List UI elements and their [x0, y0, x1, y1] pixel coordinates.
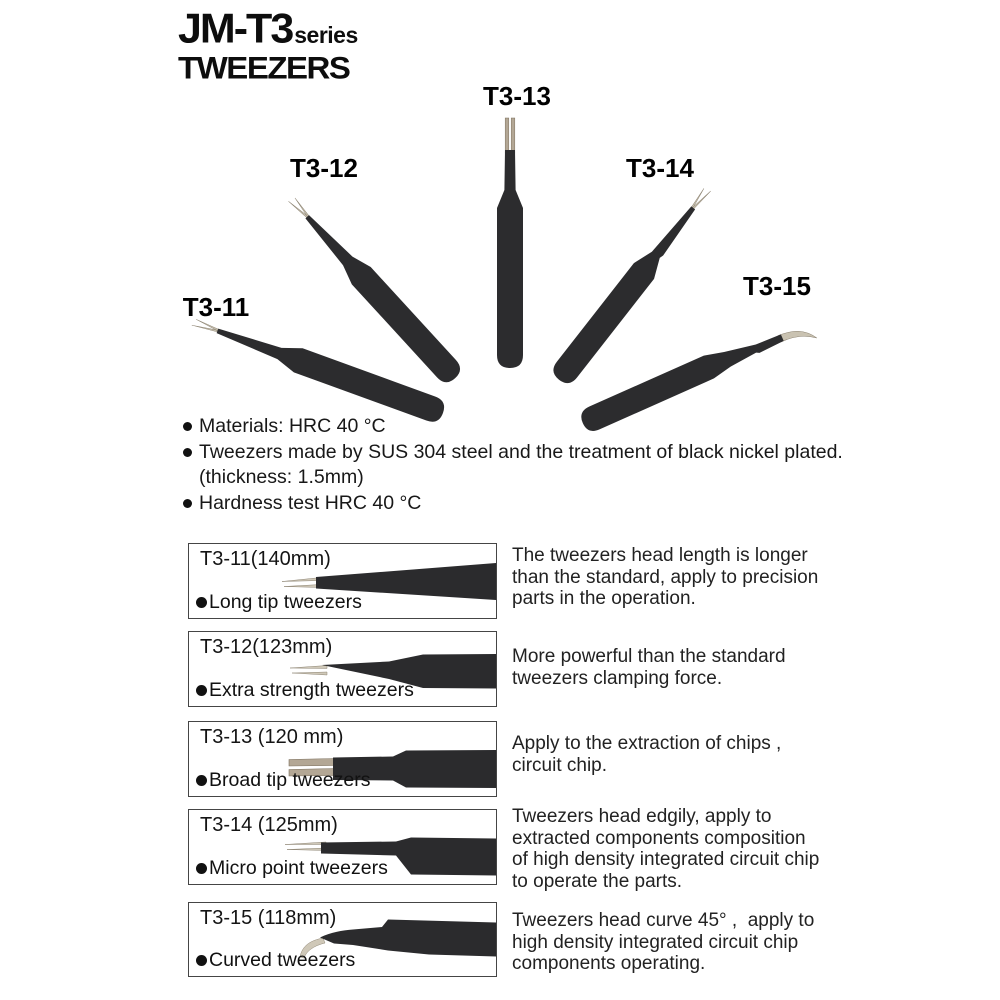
feature-line [196, 949, 355, 972]
materials-text: Hardness test HRC 40 °C [199, 491, 422, 514]
bullet-icon [183, 422, 192, 431]
spec-box-t3-15 [188, 902, 497, 977]
fan-label-t3-12: T3-12 [290, 153, 358, 183]
description-t3-15 [512, 910, 892, 975]
bullet-icon [183, 499, 192, 508]
bullet-icon [196, 863, 207, 874]
description-line: Apply to the extraction of chips , [512, 733, 782, 754]
description-line: extracted components composition [512, 827, 806, 849]
description-t3-14 [512, 806, 892, 892]
brand-line [178, 5, 358, 53]
bullet-icon [196, 685, 207, 696]
materials-list [183, 414, 843, 516]
bullet-icon [196, 955, 207, 966]
tweezer-illustration-t3-13 [497, 118, 523, 368]
description-line: Tweezers head edgily, apply to [512, 806, 772, 827]
materials-item [183, 491, 843, 517]
model-name: T3-12(123mm) [200, 636, 333, 658]
model-name: T3-11(140mm) [200, 548, 331, 570]
feature-text: Long tip tweezers [209, 591, 362, 613]
fan-label-t3-11: T3-11 [182, 292, 250, 322]
description-line: More powerful than the standard [512, 646, 786, 667]
model-name: T3-15 (118mm) [200, 907, 337, 929]
description-line: parts in the operation. [512, 588, 696, 609]
feature-text: Broad tip tweezers [209, 769, 371, 791]
description-line: The tweezers head length is longer [512, 545, 808, 566]
materials-item [183, 414, 843, 440]
spec-box-t3-14 [188, 809, 497, 885]
materials-text: (thickness: 1.5mm) [199, 466, 364, 488]
header [178, 5, 358, 85]
feature-line [196, 591, 362, 614]
feature-line [196, 769, 371, 792]
fan-label-t3-13: T3-13 [483, 81, 551, 111]
model-name: T3-13 (120 mm) [200, 726, 344, 748]
bullet-icon [183, 448, 192, 457]
description-line: tweezers clamping force. [512, 667, 723, 689]
bullet-icon [196, 775, 207, 786]
description-t3-11 [512, 545, 892, 610]
description-line: high density integrated circuit chip [512, 931, 799, 953]
feature-text: Extra strength tweezers [209, 679, 414, 701]
description-t3-13 [512, 733, 892, 776]
feature-text: Micro point tweezers [209, 857, 388, 879]
fan-label-t3-15: T3-15 [743, 271, 811, 301]
feature-line [196, 857, 388, 880]
description-line: Tweezers head curve 45° , apply to [512, 910, 815, 931]
tweezers-fan-illustration [0, 0, 1000, 460]
description-line: of high density integrated circuit chip [512, 849, 820, 870]
fan-label-t3-14: T3-14 [626, 153, 694, 183]
bullet-icon [196, 597, 207, 608]
description-t3-12 [512, 646, 892, 689]
brand-suffix: series [294, 22, 358, 48]
materials-text: Tweezers made by SUS 304 steel and the treatment of black nickel plated. [199, 440, 843, 463]
spec-box-t3-11 [188, 543, 497, 619]
page-title: TWEEZERS [178, 50, 350, 85]
feature-line [196, 679, 414, 702]
feature-text: Curved tweezers [209, 949, 356, 971]
materials-text: Materials: HRC 40 °C [199, 415, 386, 437]
model-name: T3-14 (125mm) [200, 814, 338, 836]
spec-box-t3-12 [188, 631, 497, 707]
materials-item [183, 440, 843, 466]
brand-name: JM-T3 [178, 5, 293, 53]
tweezer-illustration-t3-14 [549, 181, 718, 387]
description-line: to operate the parts. [512, 870, 683, 892]
description-line: circuit chip. [512, 754, 608, 776]
materials-item [183, 465, 843, 491]
description-line: than the standard, apply to precision [512, 566, 819, 588]
description-line: components operating. [512, 953, 706, 974]
spec-box-t3-13 [188, 721, 497, 797]
